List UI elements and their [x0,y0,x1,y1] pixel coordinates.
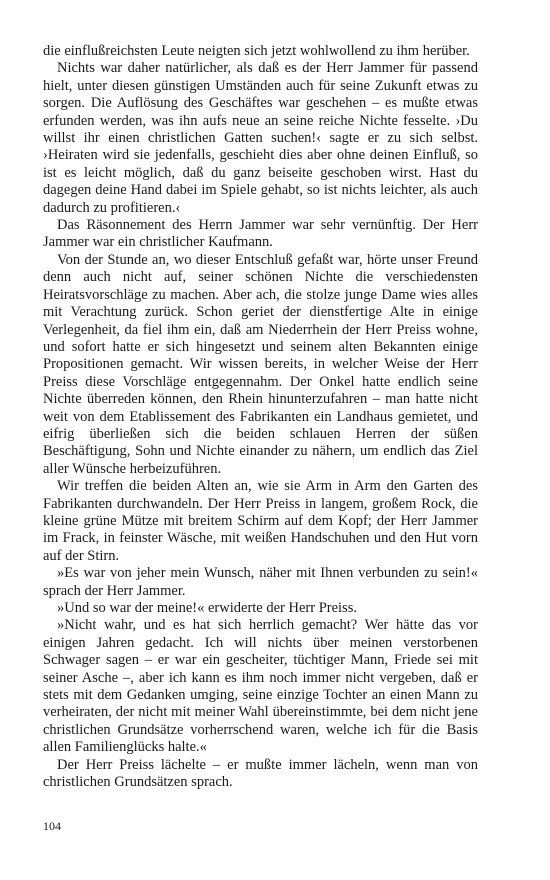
page-number: 104 [43,819,61,833]
paragraph-9: Der Herr Preiss lächelte – er mußte immer lächeln, wenn man von christlichen Grundsätzen sprach. [43,756,478,791]
paragraph-8: »Nicht wahr, und es hat sich herrlich gemacht? Wer hätte das vor einigen Jahren gedacht. Ich will nichts über meinen verstorbenen Schwager sagen – er war ein gescheiter, tüchtiger Mann, Friede sei mit seiner Asche –, aber ich kann es ihm noch immer nicht vergeben, daß er stets mit dem Gedanken umging, seine einzige Tochter an einen Mann zu verheiraten, der nicht mit meiner Wahl übereinstimmte, bei dem nicht jene christlichen Grundsätze vorherrschend waren, welche ich für die Basis allen Familienglücks halte.« [43,617,478,756]
paragraph-5: Wir treffen die beiden Alten an, wie sie Arm in Arm den Garten des Fabrikanten durchwandeln. Der Herr Preiss in langem, großem Rock, die kleine grüne Mütze mit breitem Schirm auf dem Kopf; der Herr Jammer im Frack, in feinster Wäsche, mit weißen Handschuhen und den Hut vorn auf der Stirn. [43,478,478,564]
book-page-text [43,43,478,791]
paragraph-1: die einflußreichsten Leute neigten sich jetzt wohlwollend zu ihm herüber. [43,43,470,59]
paragraph-3: Das Räsonnement des Herrn Jammer war sehr vernünftig. Der Herr Jammer war ein christlicher Kaufmann. [43,217,478,251]
paragraph-4: Von der Stunde an, wo dieser Entschluß gefaßt war, hörte unser Freund denn auch nicht auf, seiner schönen Nichte die verschiedensten Heiratsvorschläge zu machen. Aber ach, die stolze junge Dame wies alles mit Verachtung zurück. Schon geriet der dienstfertige Alte in einige Verlegenheit, da fiel ihm ein, daß am Niederrhein der Herr Preiss wohne, und sofort hatte er sich hingesetzt und seinem alten Bekannten einige Propositionen gemacht. Wir wissen bereits, in welcher Weise der Herr Preiss diese Vorschläge entgegennahm. Der Onkel hatte endlich seine Nichte überreden können, den Rhein hinunterzufahren – man hatte nicht weit von dem Etablissement des Fabrikanten ein Landhaus gemietet, und eifrig überließen sich die beiden schlauen Herren der süßen Beschäftigung, Sohn und Nichte einander zu nähern, um endlich das Ziel aller Wünsche herbeizuführen. [43,251,478,477]
paragraph-6: »Es war von jeher mein Wunsch, näher mit Ihnen verbunden zu sein!« sprach der Herr Jammer. [43,565,478,599]
paragraph-7: »Und so war der meine!« erwiderte der Herr Preiss. [57,600,357,616]
paragraph-2: Nichts war daher natürlicher, als daß es der Herr Jammer für passend hielt, unter diesen günstigen Umständen auch für seine Zukunft etwas zu sorgen. Die Auflösung des Geschäftes war geschehen – es mußte etwas erfunden werden, was ihn aufs neue an seine reiche Nichte fesselte. ›Du willst ihr einen christlichen Gatten suchen!‹ sagte er zu sich selbst. ›Heiraten wird sie jedenfalls, geschieht dies aber ohne deinen Einfluß, so ist es leicht möglich, daß du ganz beiseite geschoben wirst. Hast du dagegen deine Hand dabei im Spiele gehabt, so ist nichts leichter, als auch dadurch zu profitieren.‹ [43,60,478,216]
